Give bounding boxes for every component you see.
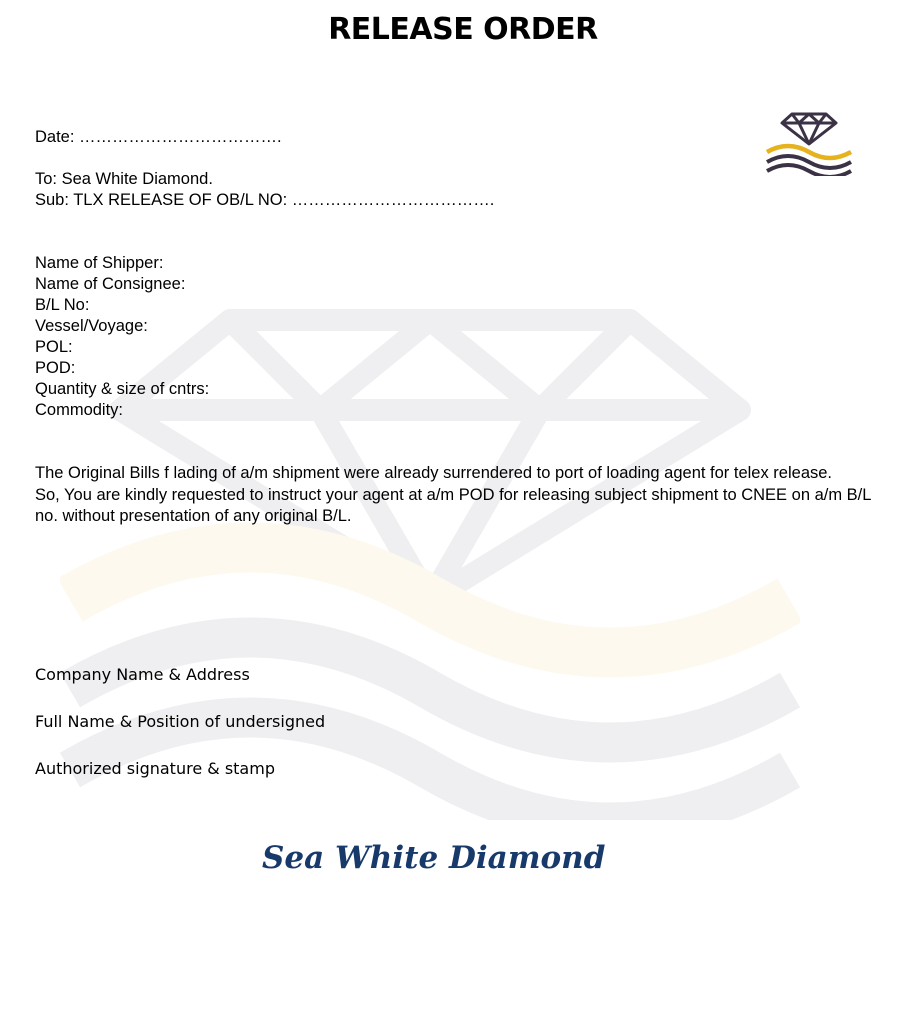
to-line: To: Sea White Diamond.	[35, 170, 213, 188]
document-title: RELEASE ORDER	[328, 12, 598, 47]
field-commodity: Commodity:	[35, 401, 124, 419]
paragraph-request: So, You are kindly requested to instruct your agent at a/m POD for releasing subject shipment to CNEE on a/m B/L no. without presentation of any original B/L.	[35, 485, 871, 525]
brand-name: Sea White Diamond	[262, 840, 606, 876]
field-consignee: Name of Consignee:	[35, 275, 186, 293]
date-value: ……………………………….	[79, 128, 282, 146]
paragraph-surrendered: The Original Bills f lading of a/m shipment were already surrendered to port of loading agent for telex release.	[35, 464, 833, 482]
field-shipper: Name of Shipper:	[35, 254, 164, 272]
field-pod: POD:	[35, 359, 76, 377]
date-label: Date:	[35, 128, 75, 146]
full-name-position-line: Full Name & Position of undersigned	[35, 712, 326, 731]
shipment-fields	[35, 253, 209, 421]
subject-line	[35, 190, 494, 211]
field-pol: POL:	[35, 338, 73, 356]
company-name-address-line: Company Name & Address	[35, 665, 250, 684]
subject-value: ……………………………….	[291, 191, 495, 209]
field-quantity-size: Quantity & size of cntrs:	[35, 380, 210, 398]
body-text	[35, 463, 885, 528]
field-vessel-voyage: Vessel/Voyage:	[35, 317, 148, 335]
diamond-waves-logo-icon	[766, 110, 852, 176]
date-line	[35, 127, 282, 148]
field-bl-no: B/L No:	[35, 296, 90, 314]
authorized-signature-line: Authorized signature & stamp	[35, 759, 275, 778]
subject-label: Sub: TLX RELEASE OF OB/L NO:	[35, 191, 288, 209]
